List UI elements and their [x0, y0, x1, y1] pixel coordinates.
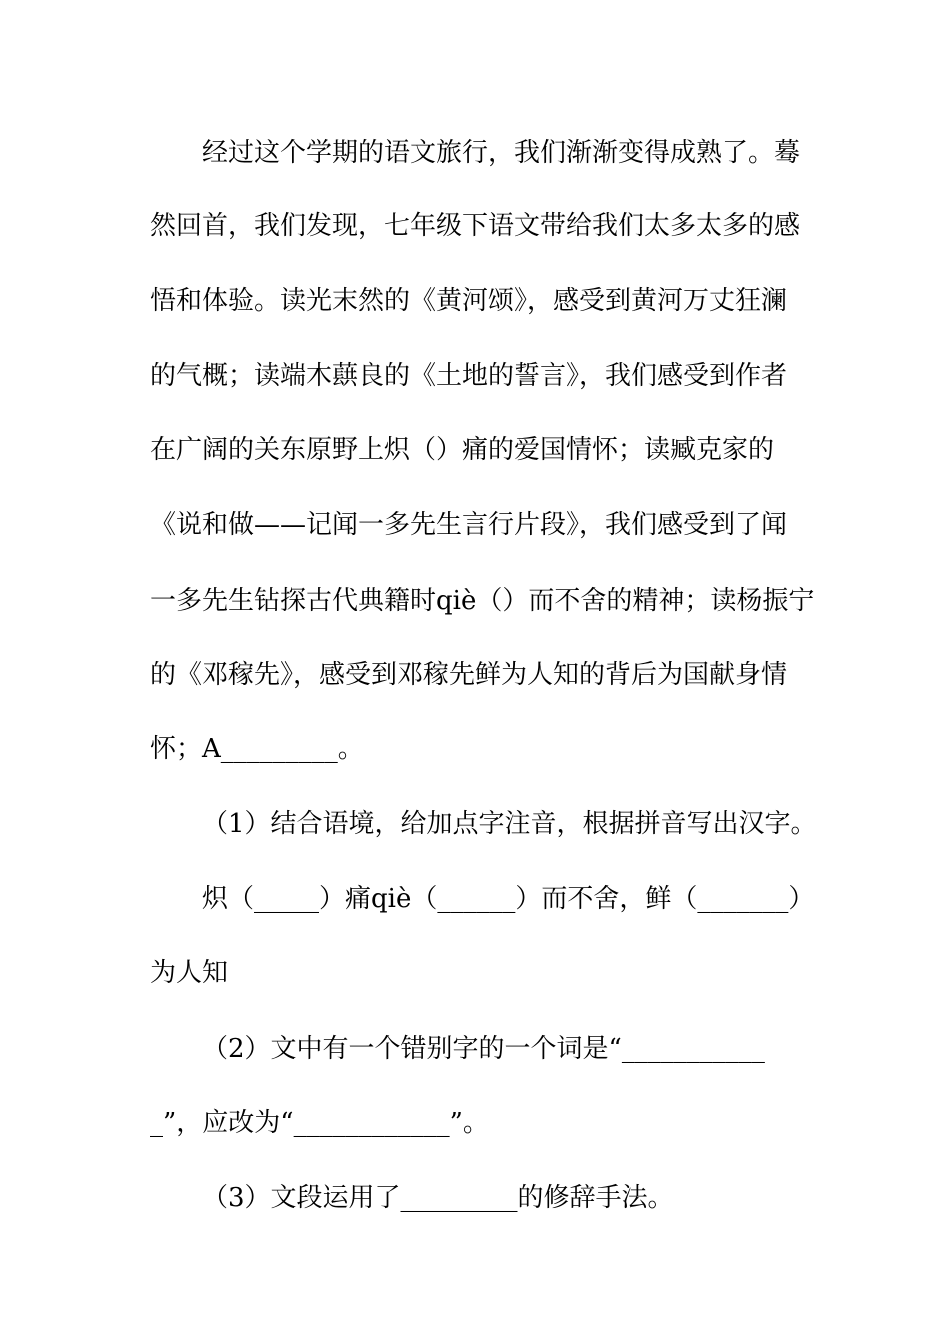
paragraph-line: 在广阔的关东原野上炽（）痛的爱国情怀；读臧克家的 — [150, 435, 775, 465]
paragraph-line: 《说和做——记闻一多先生言行片段》，我们感受到了闻 — [150, 510, 788, 540]
question-2-line-continued: _”，应改为“____________”。 — [150, 1108, 489, 1138]
paragraph-line: 然回首，我们发现，七年级下语文带给我们太多太多的感 — [150, 211, 801, 241]
question-1-blanks: 炽（_____）痛qiè（______）而不舍，鲜（_______） — [202, 884, 815, 914]
paragraph-line: 经过这个学期的语文旅行，我们渐渐变得成熟了。蓦 — [202, 138, 801, 168]
paragraph-line: 悟和体验。读光末然的《黄河颂》，感受到黄河万丈狂澜 — [150, 286, 788, 316]
question-2-line: （2）文中有一个错别字的一个词是“___________ — [202, 1034, 765, 1064]
question-3-line: （3）文段运用了_________的修辞手法。 — [202, 1183, 674, 1213]
paragraph-line: 的气概；读端木蕻良的《土地的誓言》，我们感受到作者 — [150, 361, 788, 391]
question-1-prompt: （1）结合语境，给加点字注音，根据拼音写出汉字。 — [202, 809, 817, 839]
paragraph-line: 的《邓稼先》，感受到邓稼先鲜为人知的背后为国献身情 — [150, 660, 788, 690]
paragraph-line: 一多先生钻探古代典籍时qiè（）而不舍的精神；读杨振宁 — [150, 586, 815, 616]
question-1-blanks-continued: 为人知 — [150, 958, 229, 988]
paragraph-line: 怀；A_________。 — [150, 734, 364, 764]
